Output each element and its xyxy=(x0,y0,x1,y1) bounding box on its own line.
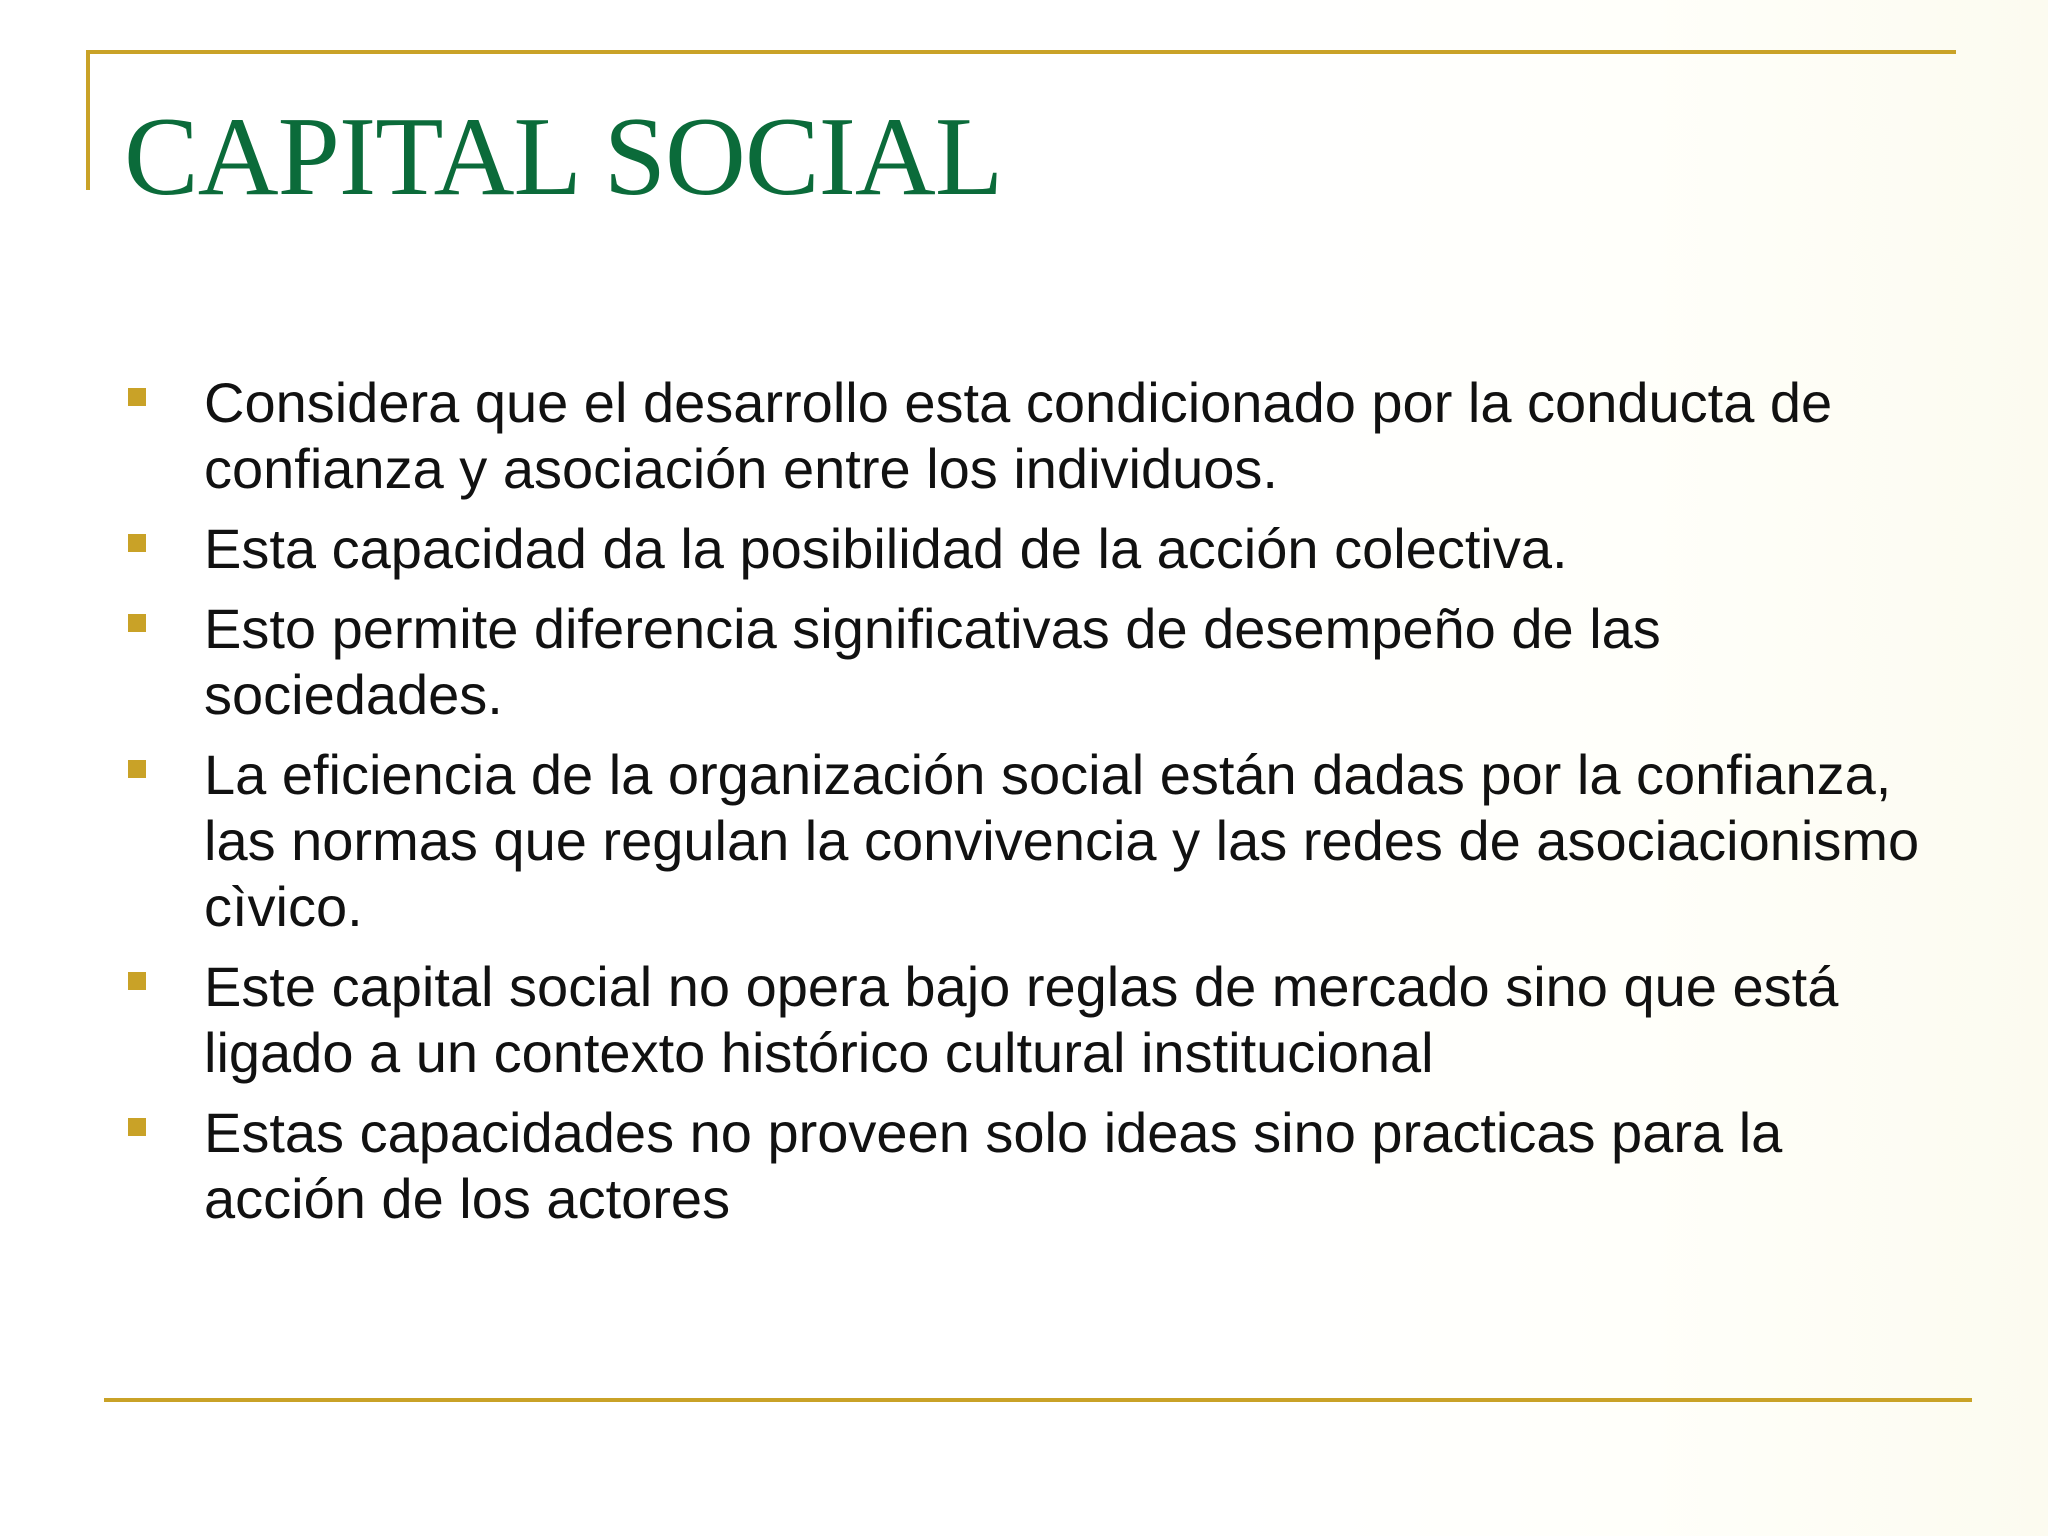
bullet-text: Esta capacidad da la posibilidad de la acción colectiva. xyxy=(204,517,1568,580)
square-bullet-icon xyxy=(128,1118,146,1136)
left-border-line xyxy=(86,50,90,190)
bullet-text: Esto permite diferencia significativas de desempeño de las sociedades. xyxy=(204,597,1661,726)
square-bullet-icon xyxy=(128,388,146,406)
bullet-item xyxy=(128,596,1948,728)
bullet-text: Considera que el desarrollo esta condicionado por la conducta de confianza y asociación entre los individuos. xyxy=(204,371,1833,500)
bullet-text: La eficiencia de la organización social están dadas por la confianza, las normas que regulan la convivencia y las redes de asociacionismo cìvico. xyxy=(204,743,1920,938)
square-bullet-icon xyxy=(128,614,146,632)
bullet-item xyxy=(128,954,1948,1086)
slide-title: CAPITAL SOCIAL xyxy=(124,95,1003,219)
bullet-text: Este capital social no opera bajo reglas de mercado sino que está ligado a un contexto histórico cultural institucional xyxy=(204,955,1839,1084)
square-bullet-icon xyxy=(128,534,146,552)
square-bullet-icon xyxy=(128,760,146,778)
bullet-list xyxy=(128,370,1948,1246)
bullet-item xyxy=(128,370,1948,502)
square-bullet-icon xyxy=(128,972,146,990)
bullet-text: Estas capacidades no proveen solo ideas sino practicas para la acción de los actores xyxy=(204,1101,1783,1230)
bullet-item xyxy=(128,1100,1948,1232)
bottom-border-line xyxy=(104,1398,1972,1402)
bullet-item xyxy=(128,742,1948,940)
top-border-line xyxy=(86,50,1956,54)
bullet-item xyxy=(128,516,1948,582)
